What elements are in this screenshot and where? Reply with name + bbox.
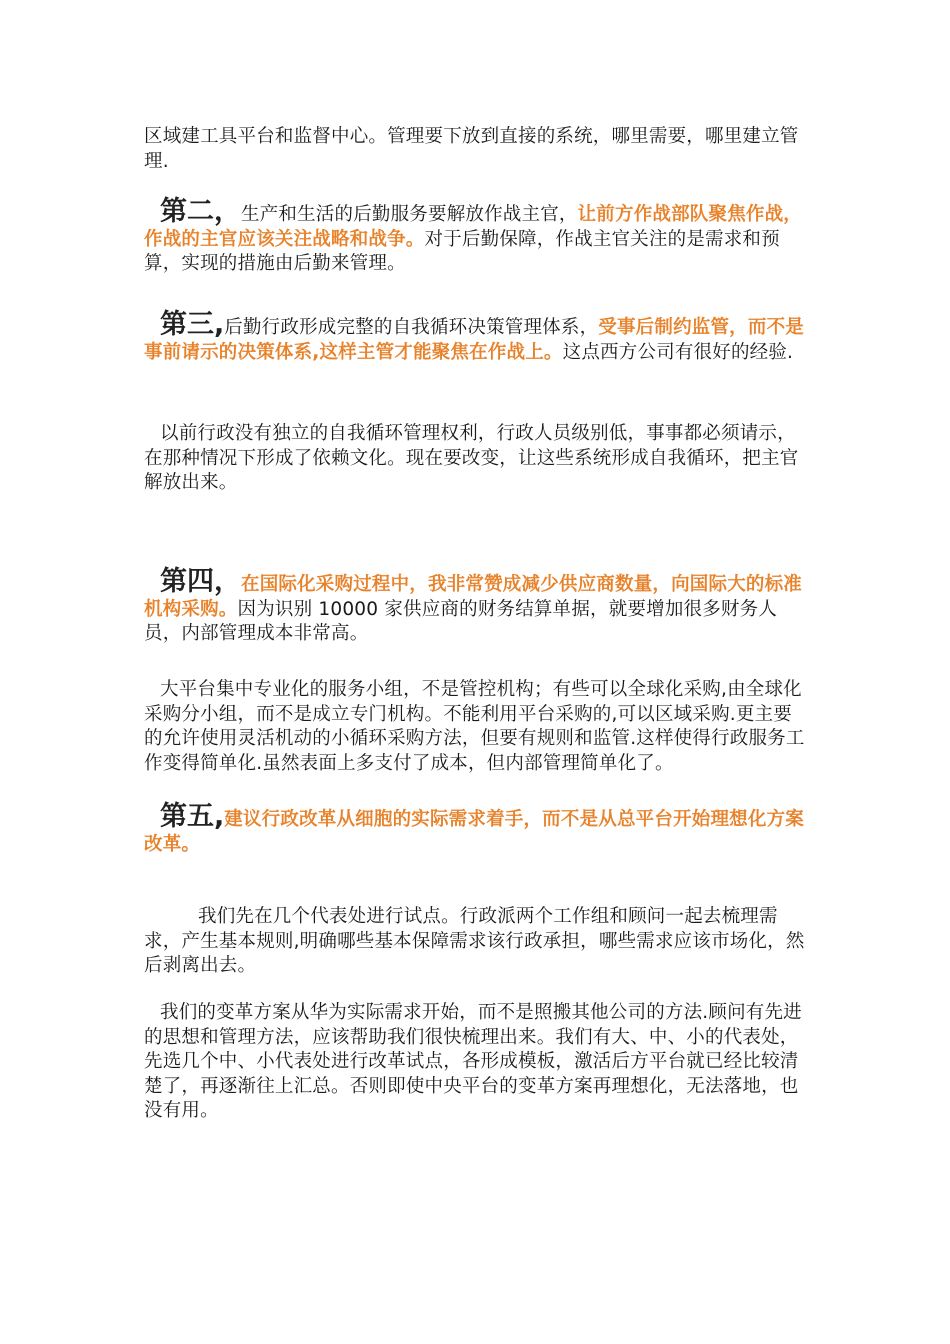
paragraph-7 bbox=[144, 801, 808, 857]
paragraph-2-highlight: 让前方作战部队聚焦作战，作战的主官应该关注战略和战争。 bbox=[144, 204, 803, 250]
paragraph-1-text: 区域建工具平台和监督中心。管理要下放到直接的系统，哪里需要，哪里建立管理. bbox=[144, 126, 799, 172]
heading-fourth: 第四， bbox=[160, 566, 241, 597]
paragraph-5 bbox=[144, 566, 808, 647]
paragraph-5-text-b: 因为识别 10000 家供应商的财务结算单据，就要增加很多财务人员，内部管理成本非常高。 bbox=[144, 598, 778, 644]
paragraph-4 bbox=[144, 422, 808, 496]
paragraph-4-text: 以前行政没有独立的自我循环管理权利，行政人员级别低，事事都必须请示，在那种情况下形成了依赖文化。现在要改变，让这些系统形成自我循环，把主官解放出来。 bbox=[144, 423, 799, 493]
paragraph-3-text-b: 这点西方公司有很好的经验. bbox=[562, 341, 794, 363]
paragraph-7-highlight: 建议行政改革从细胞的实际需求着手，而不是从总平台开始理想化方案改革。 bbox=[144, 809, 804, 855]
paragraph-2 bbox=[144, 196, 808, 277]
paragraph-3-text-a: 后勤行政形成完整的自我循环决策管理体系， bbox=[224, 317, 599, 338]
heading-fifth: 第五, bbox=[160, 801, 225, 832]
paragraph-9 bbox=[144, 1001, 808, 1124]
paragraph-3-highlight: 受事后制约监管，而不是事前请示的决策体系,这样主管才能聚焦在作战上。 bbox=[144, 317, 804, 363]
paragraph-8-text: 我们先在几个代表处进行试点。行政派两个工作组和顾问一起去梳理需求，产生基本规则,明确哪些基本保障需求该行政承担，哪些需求应该市场化，然后剥离出去。 bbox=[144, 906, 805, 976]
heading-second: 第二， bbox=[160, 196, 241, 227]
paragraph-1 bbox=[144, 125, 808, 174]
paragraph-8 bbox=[144, 905, 808, 979]
paragraph-6-text: 大平台集中专业化的服务小组，不是管控机构；有些可以全球化采购,由全球化采购分小组，而不是成立专门机构。不能利用平台采购的,可以区域采购.更主要的允许使用灵活机动的小循环采购方法，但要有规则和监管.这样使得行政服务工作变得简单化.虽然表面上多支付了成本，但内部管理简单化了。 bbox=[144, 679, 805, 774]
paragraph-3 bbox=[144, 309, 808, 365]
paragraph-6 bbox=[144, 678, 808, 776]
paragraph-2-text-a: 生产和生活的后勤服务要解放作战主官， bbox=[241, 204, 578, 225]
paragraph-5-highlight: 在国际化采购过程中，我非常赞成减少供应商数量，向国际大的标准机构采购。 bbox=[144, 574, 803, 620]
heading-third: 第三, bbox=[160, 309, 225, 340]
paragraph-9-text: 我们的变革方案从华为实际需求开始，而不是照搬其他公司的方法.顾问有先进的思想和管理方法，应该帮助我们很快梳理出来。我们有大、中、小的代表处，先选几个中、小代表处进行改革试点，各形成模板，激活后方平台就已经比较清楚了，再逐渐往上汇总。否则即使中央平台的变革方案再理想化，无法落地，也没有用。 bbox=[144, 1002, 802, 1121]
paragraph-2-text-b: 对于后勤保障，作战主官关注的是需求和预算，实现的措施由后勤来管理。 bbox=[144, 228, 780, 274]
